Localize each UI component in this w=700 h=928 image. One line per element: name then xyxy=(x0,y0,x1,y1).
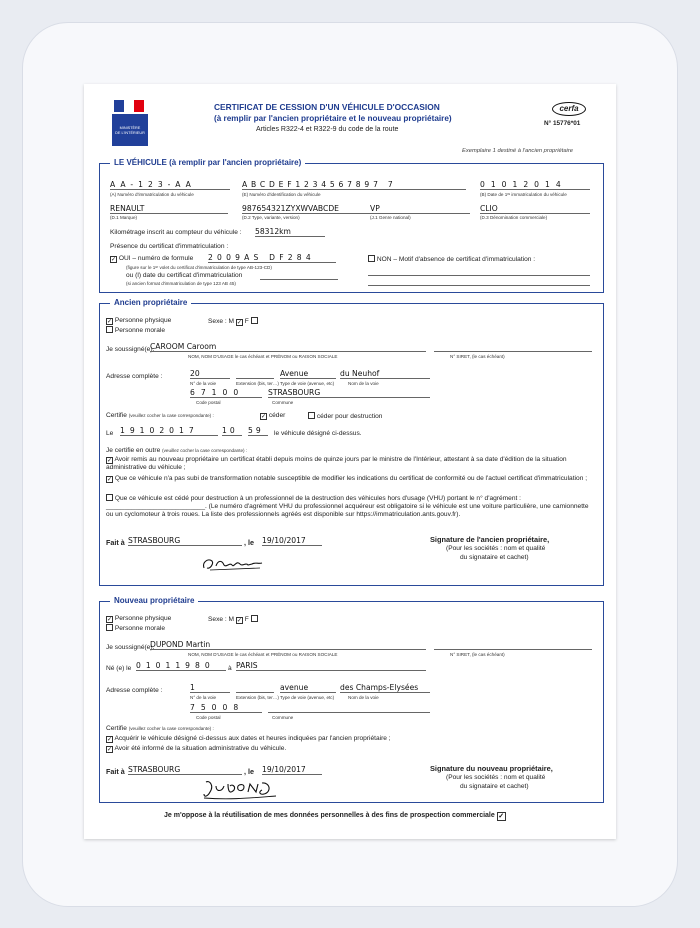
seller-moral-checkbox[interactable] xyxy=(106,326,113,333)
seller-sex-label: Sexe : M xyxy=(208,318,235,325)
seller-name-field[interactable]: CAROOM Caroom xyxy=(150,342,426,352)
non-checkbox[interactable] xyxy=(368,255,375,262)
buyer-street-name-field[interactable]: des Champs-Elysées xyxy=(340,683,430,693)
seller-date-field[interactable]: 19102017 xyxy=(120,426,218,436)
seller-postal-note: Code postal xyxy=(196,400,221,405)
seller-check-2-checkbox[interactable]: ✓ xyxy=(107,477,113,483)
seller-made-on-field[interactable]: 19/10/2017 xyxy=(262,536,322,546)
or-date-field[interactable] xyxy=(260,272,338,280)
buyer-certify-row xyxy=(106,725,214,733)
buyer-postal-field[interactable]: 75008 xyxy=(190,703,262,713)
commercial-name-field[interactable]: CLIO xyxy=(480,204,590,214)
buyer-name-field[interactable]: DUPOND Martin xyxy=(150,640,426,650)
seller-undersigned-label: Je soussigné(e), xyxy=(106,346,155,353)
commercial-name-label: (D.3 Dénomination commerciale) xyxy=(480,215,548,220)
seller-sex-m-checkbox[interactable]: ✓ xyxy=(236,320,242,326)
buyer-signature-note-1: (Pour les sociétés : nom et qualité xyxy=(446,774,546,781)
seller-certify-row xyxy=(106,412,214,420)
seller-check-1-text: Avoir remis au nouveau propriétaire un certificat établi depuis moins de quinze jours par le ministre de l'Intérieur, attestant à sa date d'édition de la situation administrative du véhicule ; xyxy=(106,456,567,472)
formula-note: (figure sur le 1ᵉʳ volet du certificat d'immatriculation de type AB-123-CD) xyxy=(126,265,272,270)
seller-vehicle-note: le véhicule désigné ci-dessus. xyxy=(274,430,362,437)
seller-handwritten-signature xyxy=(200,552,270,574)
buyer-physical-checkbox[interactable]: ✓ xyxy=(107,617,113,623)
buyer-street-number-note: N° de la voie xyxy=(190,695,217,700)
buyer-name-note: NOM, NOM D'USAGE le cas échéant et PRÉNOM ou RAISON SOCIALE xyxy=(188,652,338,657)
buyer-moral-label: Personne morale xyxy=(114,625,166,632)
opt-out-label: Je m'oppose à la réutilisation de mes données personnelles à des fins de prospection commerciale xyxy=(164,812,495,819)
copy-note: Exemplaire 1 destiné à l'ancien propriétaire xyxy=(462,148,573,154)
seller-check-3-checkbox[interactable] xyxy=(106,494,113,501)
buyer-check-1-text: Acquérir le véhicule désigné ci-dessus aux dates et heures indiquées par l'ancien propriétaire ; xyxy=(114,735,391,742)
buyer-sex-f-label: F xyxy=(244,616,249,623)
seller-signature-note-2: du signataire et cachet) xyxy=(460,554,529,561)
form-number: N° 15776*01 xyxy=(544,120,581,127)
seller-physical-label: Personne physique xyxy=(114,317,172,324)
seller-signature-note-1: (Pour les sociétés : nom et qualité xyxy=(446,545,546,552)
buyer-physical-label: Personne physique xyxy=(114,615,172,622)
buyer-city-field[interactable] xyxy=(268,703,430,713)
buyer-moral-checkbox[interactable] xyxy=(106,624,113,631)
seller-sex-f-checkbox[interactable] xyxy=(251,317,258,324)
vehicle-section xyxy=(99,158,604,293)
logo-text-3: L'INTÉRIEUR xyxy=(121,130,145,135)
seller-street-name-field[interactable]: du Neuhof xyxy=(340,369,430,379)
buyer-moral-option[interactable] xyxy=(106,624,165,633)
oui-checkbox[interactable]: ✓ xyxy=(111,257,117,263)
ministry-logo-block xyxy=(112,114,148,146)
seller-street-number-note: N° de la voie xyxy=(190,381,217,386)
buyer-extension-field[interactable] xyxy=(236,683,274,693)
non-option[interactable] xyxy=(368,255,535,264)
buyer-born-label: Né (e) le xyxy=(106,665,132,672)
mileage-label: Kilométrage inscrit au compteur du véhicule : xyxy=(110,229,242,236)
buyer-check-1[interactable] xyxy=(106,735,391,743)
seller-street-name-note: Nom de la voie xyxy=(348,381,379,386)
seller-time-m-field[interactable]: 59 xyxy=(248,426,268,436)
buyer-signature-title: Signature du nouveau propriétaire, xyxy=(430,764,553,773)
seller-address-label: Adresse complète : xyxy=(106,373,163,380)
document-subtitle: (à remplir par l'ancien propriétaire et le nouveau propriétaire) xyxy=(214,114,452,123)
logo-text-2: DE xyxy=(115,130,121,135)
seller-city-field[interactable]: STRASBOURG xyxy=(268,388,430,398)
buyer-sex-m-checkbox[interactable]: ✓ xyxy=(236,618,242,624)
buyer-born-at-label: à xyxy=(228,665,232,672)
seller-moral-option[interactable] xyxy=(106,326,165,335)
seller-section-title: Ancien propriétaire xyxy=(110,298,191,308)
seller-certify-label: Certifie xyxy=(106,412,127,419)
seller-ceder-label: céder xyxy=(268,412,286,419)
buyer-postal-note: Code postal xyxy=(196,715,221,720)
buyer-section xyxy=(99,596,604,803)
buyer-sex-option[interactable] xyxy=(208,615,258,624)
opt-out-row[interactable] xyxy=(164,812,506,821)
seller-time-h-field[interactable]: 10 xyxy=(222,426,242,436)
type-label: (D.2 Type, variante, version) xyxy=(242,215,300,220)
buyer-birth-date-field[interactable]: 01011980 xyxy=(136,661,226,671)
republique-flag-icon xyxy=(114,100,144,112)
buyer-extension-note: Extension (bis, ter…) xyxy=(236,695,279,700)
seller-street-number-field[interactable]: 20 xyxy=(190,369,230,379)
seller-ceder-checkbox[interactable]: ✓ xyxy=(261,414,267,420)
seller-on-label: , le xyxy=(244,538,254,547)
absence-reason-line-2[interactable] xyxy=(368,280,590,286)
buyer-certify-note: (veuillez cocher la case correspondante) : xyxy=(128,726,214,731)
seller-le-label: Le xyxy=(106,430,114,437)
seller-physical-option[interactable] xyxy=(106,317,171,325)
buyer-handwritten-signature xyxy=(200,778,280,802)
buyer-physical-option[interactable] xyxy=(106,615,171,623)
seller-certify-note: (veuillez cocher la case correspondante) : xyxy=(128,413,214,418)
seller-physical-checkbox[interactable]: ✓ xyxy=(107,319,113,325)
document-title: CERTIFICAT DE CESSION D'UN VÉHICULE D'OCCASION xyxy=(214,102,440,112)
logo-text-1: MINISTÈRE xyxy=(119,126,141,130)
seller-further-label: Je certifie en outre xyxy=(106,447,161,454)
seller-extension-field[interactable] xyxy=(236,369,274,379)
seller-check-1[interactable] xyxy=(106,456,596,472)
buyer-street-type-field[interactable]: avenue xyxy=(280,683,336,693)
vehicle-section-title: LE VÉHICULE (à remplir par l'ancien propriétaire) xyxy=(110,158,305,168)
opt-out-checkbox[interactable]: ✓ xyxy=(498,813,505,820)
seller-further-note: (veuillez cocher la case correspondante) : xyxy=(162,448,248,453)
seller-street-type-field[interactable]: Avenue xyxy=(280,369,336,379)
buyer-siret-field[interactable] xyxy=(434,640,592,650)
certificate-presence-label: Présence du certificat d'immatriculation : xyxy=(110,243,229,250)
buyer-sex-f-checkbox[interactable] xyxy=(251,615,258,622)
brand-field[interactable]: RENAULT xyxy=(110,204,228,214)
articles-reference: Articles R322-4 et R322-9 du code de la route xyxy=(256,126,399,133)
buyer-made-at-field[interactable]: STRASBOURG xyxy=(128,765,242,775)
buyer-made-on-field[interactable]: 19/10/2017 xyxy=(262,765,322,775)
seller-check-2[interactable] xyxy=(106,475,596,483)
buyer-section-title: Nouveau propriétaire xyxy=(110,596,198,606)
seller-postal-field[interactable]: 67100 xyxy=(190,388,262,398)
buyer-city-note: Commune xyxy=(272,715,294,720)
or-date-label: ou (l) date du certificat d'immatriculation xyxy=(126,272,243,279)
seller-moral-label: Personne morale xyxy=(114,327,166,334)
cerfa-document xyxy=(84,84,616,839)
buyer-certify-label: Certifie xyxy=(106,725,127,732)
seller-check-2-text: Que ce véhicule n'a pas subi de transformation notable susceptible de modifier les indications du certificat de conformité ou de l'actuel certificat d'immatriculation ; xyxy=(114,475,588,482)
buyer-sex-label: Sexe : M xyxy=(208,616,235,623)
seller-destruction-option[interactable] xyxy=(308,412,382,421)
buyer-street-name-note: Nom de la voie xyxy=(348,695,379,700)
seller-sex-f-label: F xyxy=(244,318,249,325)
seller-section xyxy=(99,298,604,586)
seller-name-note: NOM, NOM D'USAGE le cas échéant et PRÉNOM ou RAISON SOCIALE xyxy=(188,354,338,359)
seller-siret-note: N° SIRET, (le cas échéant) xyxy=(450,354,505,359)
buyer-siret-note: N° SIRET, (le cas échéant) xyxy=(450,652,505,657)
buyer-street-type-note: Type de voie (avenue, etc) xyxy=(280,695,335,700)
buyer-check-2[interactable] xyxy=(106,745,286,753)
first-registration-label: (B) Date de 1ʳᵉ immatriculation du véhicule xyxy=(480,192,567,197)
formula-number-field[interactable]: 2009AS DF284 xyxy=(208,253,336,263)
genre-field[interactable]: VP xyxy=(370,204,470,214)
seller-made-at-field[interactable]: STRASBOURG xyxy=(128,536,242,546)
buyer-address-label: Adresse complète : xyxy=(106,687,163,694)
buyer-check-2-text: Avoir été informé de la situation administrative du véhicule. xyxy=(114,745,287,752)
brand-label: (D.1 Marque) xyxy=(110,215,138,220)
seller-ceder-option[interactable] xyxy=(260,412,285,420)
seller-made-at-label: Fait à xyxy=(106,538,125,547)
seller-destruction-checkbox[interactable] xyxy=(308,412,315,419)
first-registration-field[interactable]: 01012014 xyxy=(480,180,590,190)
type-field[interactable]: 987654321ZYXWVABCDE xyxy=(242,204,456,214)
seller-check-3[interactable] xyxy=(106,494,596,520)
vin-field[interactable]: ABCDEF1234567897 7 xyxy=(242,180,466,190)
oui-option[interactable] xyxy=(110,255,193,263)
non-label: NON – Motif d'absence de certificat d'immatriculation : xyxy=(376,256,536,263)
mileage-field[interactable]: 58312km xyxy=(255,227,325,237)
seller-check-3-text: Que ce véhicule est cédé pour destruction à un professionnel de la destruction des véhicules hors d'usage (VHU) portant le n° d'agrément : ___________________________. (Le numéro d'agrément VHU du professionnel acquéreur est obligatoire si le véhicule est une voiture particulière, une camionnette ou un cyclomoteur à trois roues. La liste des professionnels agréés est disponible sur https://immatriculation.ants.gouv.fr). xyxy=(106,495,589,519)
genre-label: (J.1 Genre national) xyxy=(370,215,411,220)
seller-street-type-note: Type de voie (avenue, etc) xyxy=(280,381,335,386)
buyer-street-number-field[interactable]: 1 xyxy=(190,683,230,693)
absence-reason-line-1[interactable] xyxy=(368,270,590,276)
seller-destruction-label: céder pour destruction xyxy=(316,413,383,420)
oui-label: OUI – numéro de formule xyxy=(118,255,194,262)
seller-check-1-checkbox[interactable]: ✓ xyxy=(107,458,113,464)
buyer-on-label: , le xyxy=(244,767,254,776)
seller-city-note: Commune xyxy=(272,400,294,405)
seller-signature-title: Signature de l'ancien propriétaire, xyxy=(430,535,550,544)
seller-sex-option[interactable] xyxy=(208,317,258,326)
buyer-made-at-label: Fait à xyxy=(106,767,125,776)
registration-label: (A) Numéro d'immatriculation du véhicule xyxy=(110,192,194,197)
or-date-note: (si ancien format d'immatriculation de type 123 AB 45) xyxy=(126,281,236,286)
cerfa-logo: cerfa xyxy=(552,102,586,116)
buyer-signature-note-2: du signataire et cachet) xyxy=(460,783,529,790)
buyer-check-2-checkbox[interactable]: ✓ xyxy=(107,747,113,753)
registration-field[interactable]: AA-123-AA xyxy=(110,180,230,190)
buyer-undersigned-label: Je soussigné(e), xyxy=(106,644,155,651)
vin-label: (E) Numéro d'identification du véhicule xyxy=(242,192,321,197)
seller-extension-note: Extension (bis, ter…) xyxy=(236,381,279,386)
seller-siret-field[interactable] xyxy=(434,342,592,352)
seller-further-row xyxy=(106,447,247,455)
buyer-check-1-checkbox[interactable]: ✓ xyxy=(107,737,113,743)
buyer-birth-place-field[interactable]: PARIS xyxy=(236,661,426,671)
